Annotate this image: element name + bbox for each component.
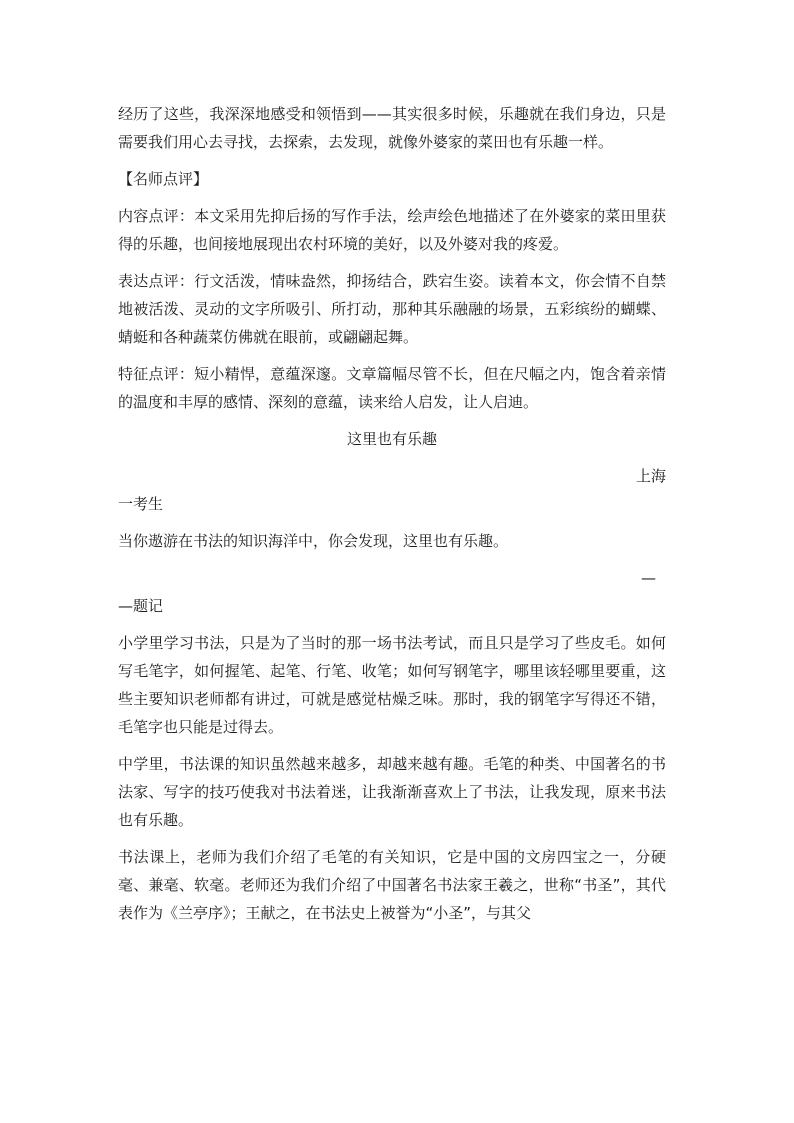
essay-body-3: 书法课上，老师为我们介绍了毛笔的有关知识，它是中国的文房四宝之一，分硬毫、兼毫、软毫。老师还为我们介绍了中国著名书法家王羲之，世称“书圣”，其代表作为《兰亭序》；王献之，在书法史上被誉为“小圣”，与其父 bbox=[118, 848, 666, 922]
essay-author-location: 上海 bbox=[635, 467, 666, 485]
comment-heading: 【名师点评】 bbox=[118, 170, 209, 188]
feature-review: 特征点评：短小精悍，意蕴深邃。文章篇幅尽管不长，但在尺幅之内，饱含着亲情的温度和丰厚的感情、深刻的意蕴，读来给人启发，让人启迪。 bbox=[118, 365, 666, 411]
content-review: 内容点评：本文采用先抑后扬的写作手法，绘声绘色地描述了在外婆家的菜田里获得的乐趣，也间接地展现出农村环境的美好，以及外婆对我的疼爱。 bbox=[118, 207, 666, 253]
paragraph-conclusion: 经历了这些，我深深地感受和领悟到——其实很多时候，乐趣就在我们身边，只是需要我们用心去寻找，去探索，去发现，就像外婆家的菜田也有乐趣一样。 bbox=[118, 105, 666, 151]
document-page bbox=[118, 100, 666, 936]
epigraph-dash: — bbox=[641, 569, 656, 587]
expression-review: 表达点评：行文活泼，情味盎然，抑扬结合，跌宕生姿。读着本文，你会情不自禁地被活泼、灵动的文字所吸引、所打动，那种其乐融融的场景，五彩缤纷的蝴蝶、蜻蜓和各种蔬菜仿佛就在眼前，或翩翩起舞。 bbox=[118, 272, 666, 346]
essay-epigraph: 当你遨游在书法的知识海洋中，你会发现，这里也有乐趣。 bbox=[118, 532, 509, 550]
essay-body-1: 小学里学习书法，只是为了当时的那一场书法考试，而且只是学习了些皮毛。如何写毛笔字，如何握笔、起笔、行笔、收笔；如何写钢笔字，哪里该轻哪里要重，这些主要知识老师都有讲过，可就是感觉枯燥乏味。那时，我的钢笔字写得还不错，毛笔字也只能是过得去。 bbox=[118, 634, 666, 736]
essay-author: 一考生 bbox=[118, 495, 164, 513]
essay-body-2: 中学里，书法课的知识虽然越来越多，却越来越有趣。毛笔的种类、中国著名的书法家、写字的技巧使我对书法着迷，让我渐渐喜欢上了书法，让我发现，原来书法也有乐趣。 bbox=[118, 755, 666, 829]
essay-title: 这里也有乐趣 bbox=[346, 430, 437, 448]
epigraph-label: —题记 bbox=[118, 597, 164, 615]
